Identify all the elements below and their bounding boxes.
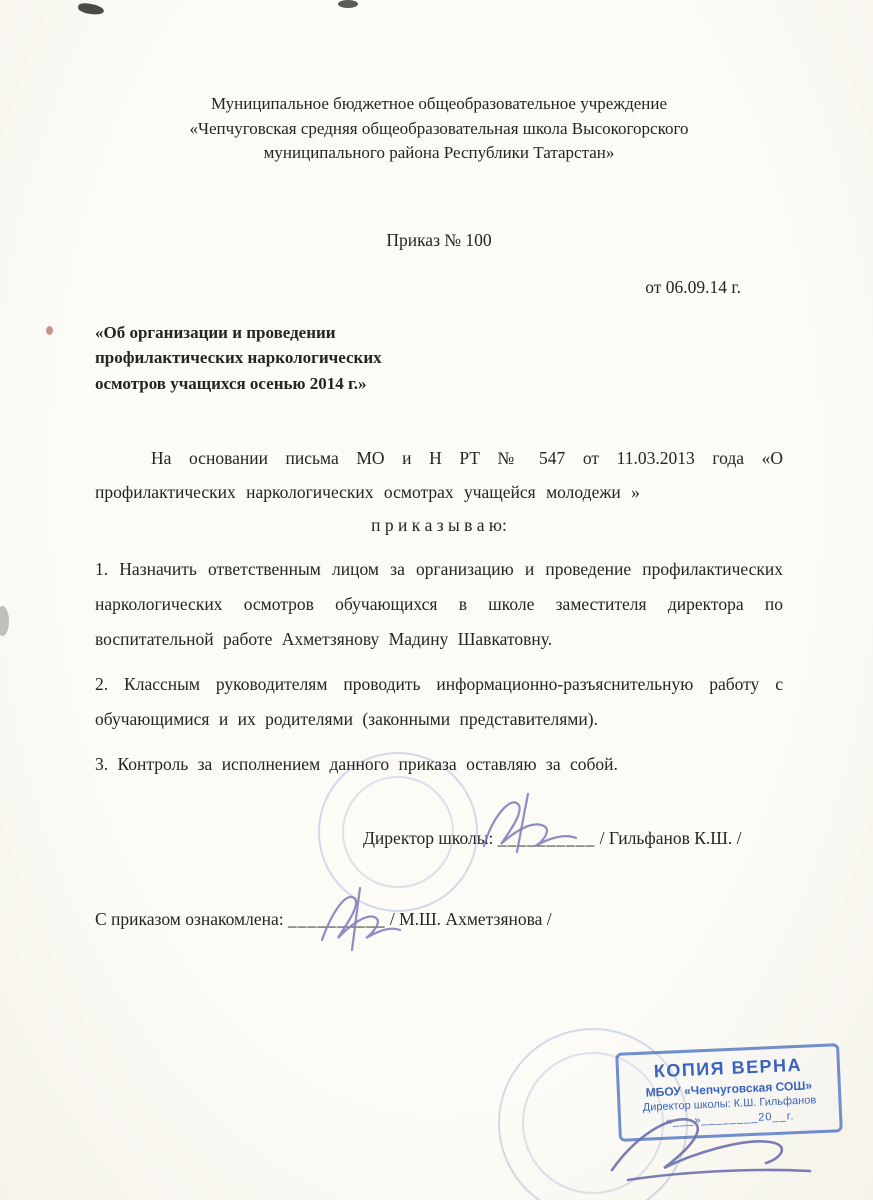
org-name-line: Муниципальное бюджетное общеобразовательное учреждение [210,94,668,113]
subject-line: профилактических наркологических [95,348,382,368]
basis-paragraph: На основании письма МО и Н РТ № 547 от 11.03.2013 года «О профилактических наркологических осмотрах учащейся молодежи » [95,448,783,502]
org-name-line: муниципального района Республики Татарстан» [263,143,615,163]
stamp-director: Директор школы: К.Ш. Гильфанов [642,1094,817,1114]
order-item-1: 1. Назначить ответственным лицом за организацию и проведение профилактических наркологических осмотров обучающихся в школе заместителя директора по воспитательной работе Ахметзянову Мадину Шавкатовну. [95,559,783,650]
order-number-title: Приказ № 100 [386,229,492,250]
acknowledged-signature-ink [312,882,422,954]
org-name-line: «Чепчуговская средняя общеобразовательная школа Высокогорского [189,118,689,138]
acknowledged-label: С приказом ознакомлена: [95,909,284,930]
subject-line: «Об организации и проведении [95,322,336,342]
stamp-signature-ink [600,1098,835,1198]
signature-line: __________ [287,909,386,930]
acknowledged-name: / М.Ш. Ахметзянова / [389,909,552,930]
subject-line: осмотров учащихся осенью 2014 г.» [95,373,367,393]
organization-header [95,92,783,166]
document-body [95,0,783,930]
order-subject [95,320,783,397]
acknowledged-signature-row [95,909,783,930]
signature-line: __________ [497,828,596,849]
director-label: Директор школы: [363,828,494,849]
stamp-date-line: «___»________20__г. [665,1110,795,1128]
decree-word: п р и к а з ы в а ю: [371,514,507,535]
order-date: от 06.09.14 г. [645,276,741,297]
stamp-school: МБОУ «Чепчуговская СОШ» [645,1078,813,1100]
order-item-2: 2. Классным руководителям проводить информационно-разъяснительную работу с обучающимися и их родителями (законными представителями). [95,674,783,730]
scan-artifact [46,326,53,335]
director-name: / Гильфанов К.Ш. / [599,828,742,849]
order-items [95,552,783,782]
director-signature-ink [470,788,600,860]
stamp-title: КОПИЯ ВЕРНА [653,1054,803,1082]
scan-artifact [0,606,9,636]
order-item-3: 3. Контроль за исполнением данного приказа оставляю за собой. [95,754,618,775]
